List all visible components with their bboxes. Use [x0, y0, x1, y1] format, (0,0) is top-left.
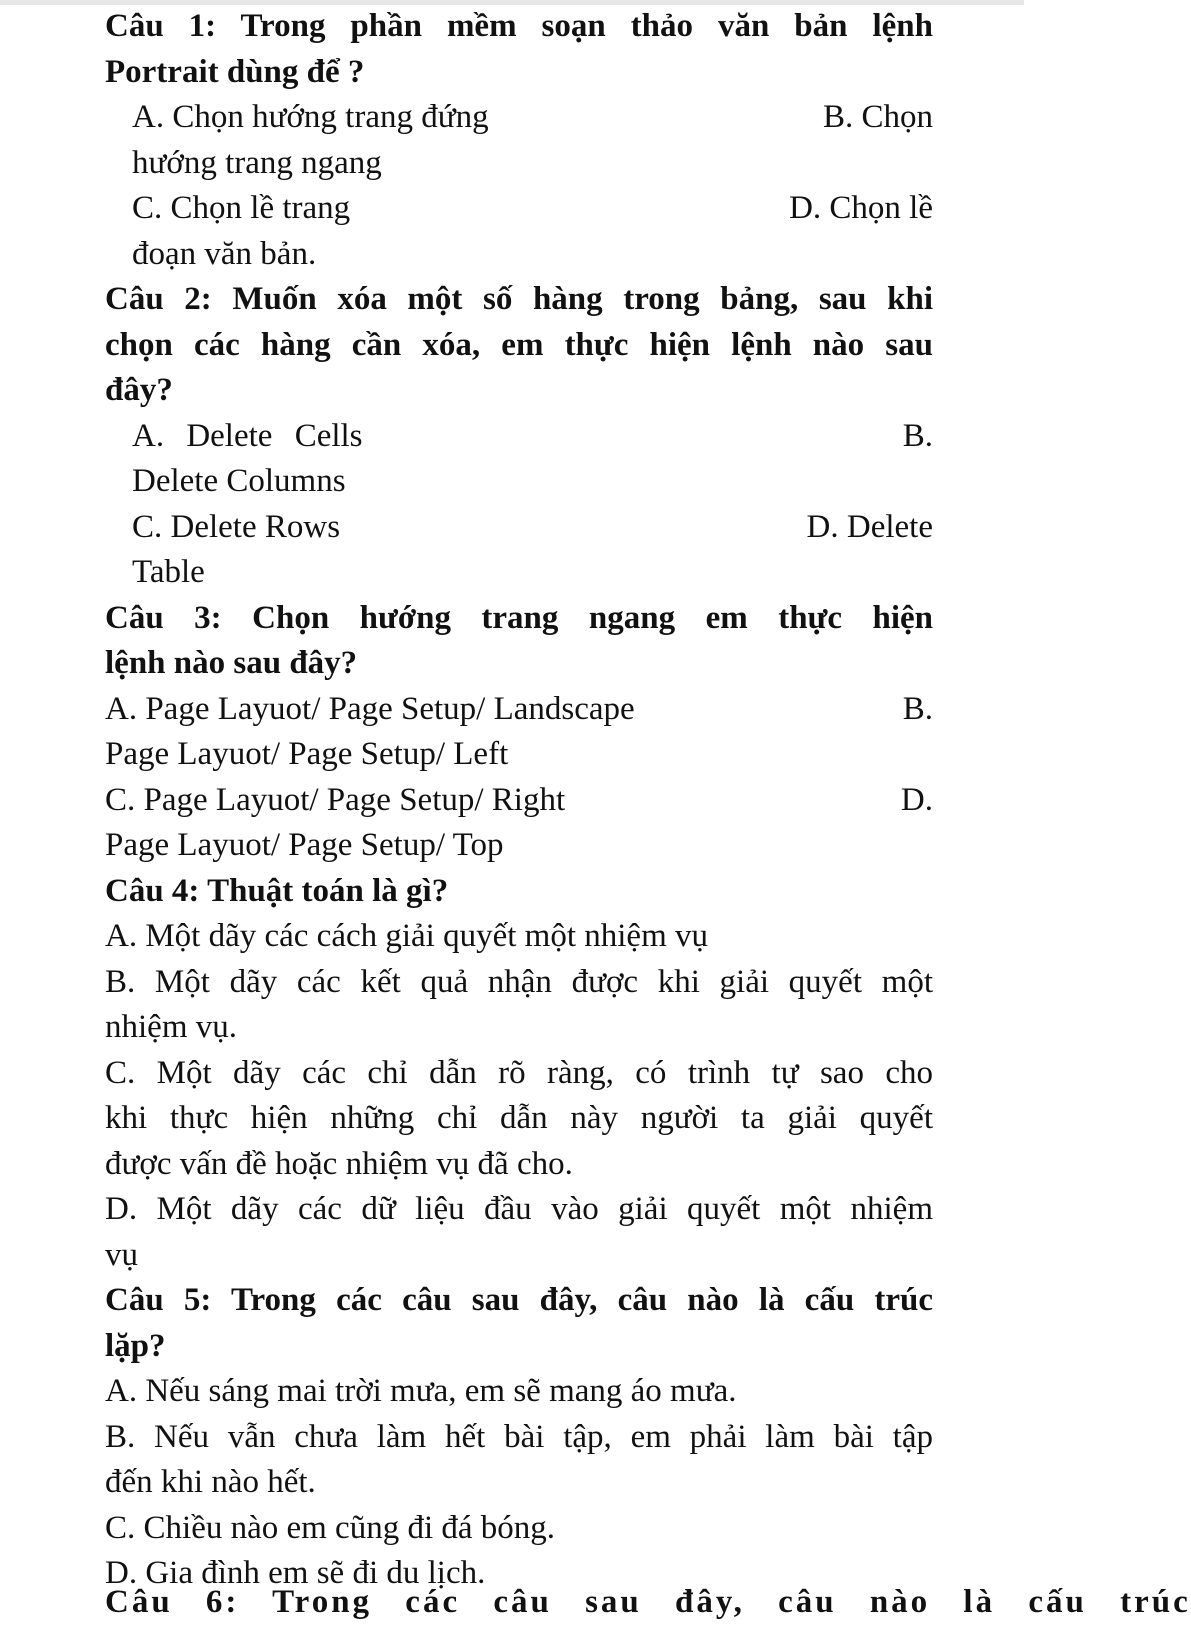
question-5-option-b-cont: đến khi nào hết. [105, 1464, 316, 1500]
question-4-option-a: A. Một dãy các cách giải quyết một nhiệm vụ [105, 918, 708, 954]
question-2-option-b: B. [902, 417, 933, 454]
question-3-text-cont: lệnh nào sau đây? [105, 645, 358, 681]
question-4-option-c-cont: khi thực hiện những chỉ dẫn này người ta giải quyết [105, 1100, 933, 1136]
question-3-option-d: D. [900, 781, 933, 818]
question-4-option-c-end: được vấn đề hoặc nhiệm vụ đã cho. [105, 1145, 573, 1182]
question-2-text: Câu 2: Muốn xóa một số hàng trong bảng, sau khi [105, 281, 933, 317]
question-1-options-ab [105, 95, 933, 141]
question-5-option-b: B. Nếu vẫn chưa làm hết bài tập, em phải làm bài tập [105, 1418, 933, 1455]
question-2-options-cd [105, 505, 933, 551]
question-2-options-ab [105, 414, 933, 460]
question-3-option-b: B. [902, 690, 933, 727]
question-3-options-cd [105, 778, 933, 824]
question-2-option-b-cont: Delete Columns [132, 463, 346, 499]
question-5-text-cont: lặp? [105, 1327, 166, 1364]
question-1-text: Câu 1: Trong phần mềm soạn thảo văn bản lệnh [105, 8, 933, 44]
question-2-text-end: đây? [105, 372, 173, 408]
question-4-option-b-cont: nhiệm vụ. [105, 1009, 237, 1045]
question-5-option-a: A. Nếu sáng mai trời mưa, em sẽ mang áo mưa. [105, 1373, 737, 1409]
question-4-text: Câu 4: Thuật toán là gì? [105, 872, 449, 909]
question-4-option-d: D. Một dãy các dữ liệu đầu vào giải quyết một nhiệm [105, 1191, 933, 1227]
question-6-partial [105, 1584, 1191, 1620]
question-2-option-d: D. Delete [806, 508, 933, 545]
question-1-option-b: B. Chọn [822, 99, 933, 135]
question-3-option-d-cont: Page Layuot/ Page Setup/ Top [105, 827, 504, 863]
question-3-option-a: A. Page Layuot/ Page Setup/ Landscape [105, 690, 635, 727]
question-3-text: Câu 3: Chọn hướng trang ngang em thực hiện [105, 599, 933, 636]
question-1-option-a: A. Chọn hướng trang đứng [132, 99, 489, 135]
question-4-option-d-cont: vụ [105, 1236, 138, 1273]
question-1-text-cont: Portrait dùng để ? [105, 53, 365, 90]
question-4-option-c: C. Một dãy các chỉ dẫn rõ ràng, có trình tự sao cho [105, 1054, 933, 1091]
question-4-option-b: B. Một dãy các kết quả nhận được khi giải quyết một [105, 963, 933, 1000]
question-5-text: Câu 5: Trong các câu sau đây, câu nào là cấu trúc [105, 1282, 933, 1318]
question-3-option-c: C. Page Layuot/ Page Setup/ Right [105, 781, 566, 818]
question-2-option-c: C. Delete Rows [132, 508, 341, 545]
question-3-options-ab [105, 687, 933, 733]
question-5-option-c: C. Chiều nào em cũng đi đá bóng. [105, 1509, 556, 1546]
question-2-text-cont: chọn các hàng cần xóa, em thực hiện lệnh nào sau [105, 326, 933, 363]
question-1-option-d: D. Chọn lề [789, 190, 933, 226]
question-1-option-d-cont: đoạn văn bản. [132, 235, 317, 272]
question-1-options-cd [105, 186, 933, 232]
question-1-option-b-cont: hướng trang ngang [132, 144, 382, 181]
question-3-option-b-cont: Page Layuot/ Page Setup/ Left [105, 736, 509, 772]
question-1-option-c: C. Chọn lề trang [132, 190, 351, 226]
question-6-partial-text: Câu 6: Trong các câu sau đây, câu nào là cấu trúc [105, 1584, 1191, 1620]
quiz-document [105, 4, 933, 1597]
question-2-option-d-cont: Table [132, 554, 205, 590]
question-2-option-a: A. Delete Cells [132, 417, 363, 454]
question-5-option-d: D. Gia đình em sẽ đi du lịch. [105, 1555, 486, 1591]
